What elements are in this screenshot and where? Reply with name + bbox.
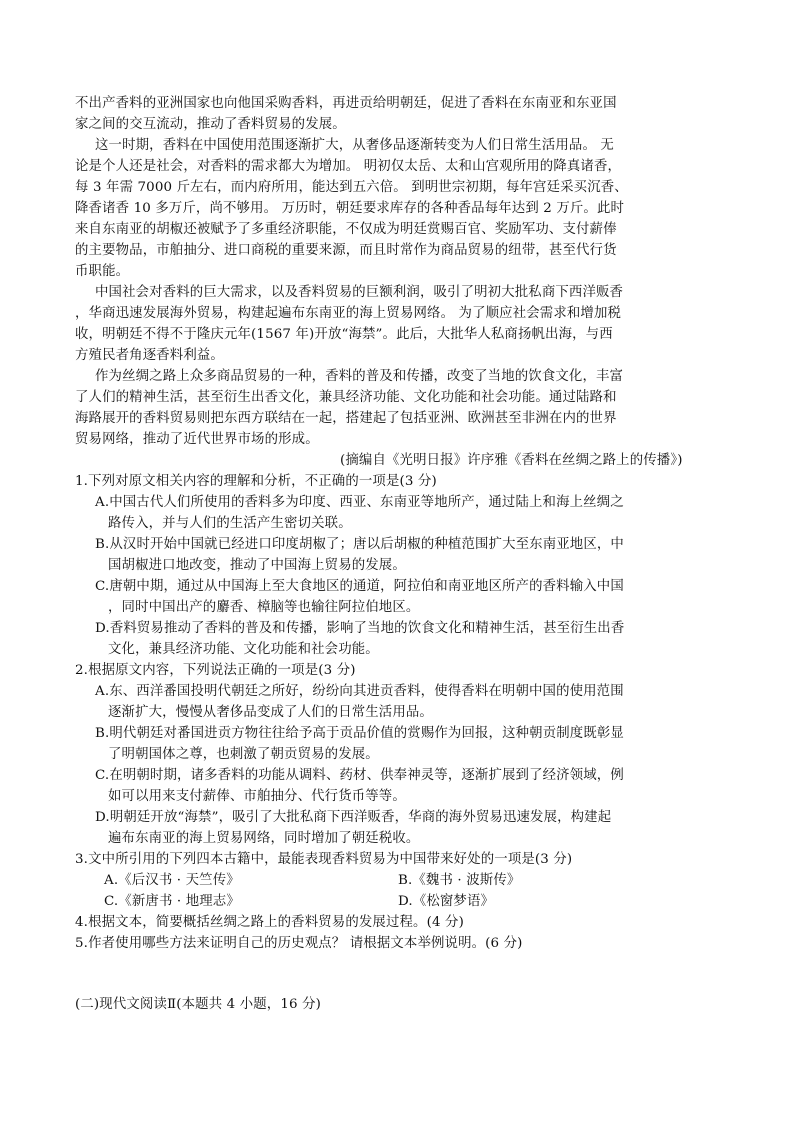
question-2-option-a: A.东、西洋番国投明代朝廷之所好，纷纷向其进贡香料，使得香料在明朝中国的使用范围 [95, 684, 624, 699]
article-line: 降香诸香 10 多万斤，尚不够用。 万历时，朝廷要求库存的各种香品每年达到 2 万斤。此时 [75, 201, 625, 216]
article-source: (摘编自《光明日报》许序雅《香料在丝绸之路上的传播》) [340, 453, 683, 468]
question-2-option-a-cont: 逐渐扩大，慢慢从奢侈品变成了人们的日常生活用品。 [108, 705, 433, 720]
article-line: 海路展开的香料贸易则把东西方联结在一起，搭建起了包括亚洲、欧洲甚至非洲在内的世界 [75, 411, 617, 426]
section-heading: (二)现代文阅读Ⅱ(本题共 4 小题，16 分) [75, 997, 322, 1012]
question-4: 4.根据文本，简要概括丝绸之路上的香料贸易的发展过程。(4 分) [75, 915, 464, 930]
article-line: 作为丝绸之路上众多商品贸易的一种，香料的普及和传播，改变了当地的饮食文化，丰富 [95, 369, 624, 384]
question-3-stem: 3.文中所引用的下列四本古籍中，最能表现香料贸易为中国带来好处的一项是(3 分) [75, 852, 573, 867]
article-line: 币职能。 [75, 264, 130, 279]
question-2-option-c: C.在明朝时期，诸多香料的功能从调料、药材、供奉神灵等，逐渐扩展到了经济领域，例 [95, 768, 624, 783]
article-line: 这一时期，香料在中国使用范围逐渐扩大，从奢侈品逐渐转变为人们日常生活用品。 无 [95, 138, 614, 153]
question-2-option-b-cont: 了明朝国体之尊，也刺激了朝贡贸易的发展。 [108, 747, 379, 762]
question-1-option-b: B.从汉时开始中国就已经进口印度胡椒了；唐以后胡椒的种植范围扩大至东南亚地区，中 [95, 537, 624, 552]
question-1-option-c: C.唐朝中期，通过从中国海上至大食地区的通道，阿拉伯和南亚地区所产的香料输入中国 [95, 579, 624, 594]
question-2-stem: 2.根据原文内容，下列说法正确的一项是(3 分) [75, 663, 356, 678]
article-line: ，华商迅速发展海外贸易，构建起遍布东南亚的海上贸易网络。 为了顺应社会需求和增加税 [75, 306, 622, 321]
question-1-option-c-cont: ，同时中国出产的麝香、樟脑等也输往阿拉伯地区。 [108, 600, 420, 615]
question-1-option-a-cont: 路传入，并与人们的生活产生密切关联。 [108, 516, 352, 531]
question-3-option-c: C.《新唐书 · 地理志》 [104, 894, 240, 909]
question-1-option-b-cont: 国胡椒进口地改变，推动了中国海上贸易的发展。 [108, 558, 406, 573]
article-line: 方殖民者角逐香料利益。 [75, 348, 224, 363]
question-3-option-d: D.《松窗梦语》 [398, 894, 495, 909]
article-line: 中国社会对香料的巨大需求，以及香料贸易的巨额利润，吸引了明初大批私商下西洋贩香 [95, 285, 624, 300]
question-2-option-b: B.明代朝廷对番国进贡方物往往给予高于贡品价值的赏赐作为回报，这种朝贡制度既彰显 [95, 726, 624, 741]
article-line: 了人们的精神生活，甚至衍生出香文化，兼具经济功能、文化功能和社会功能。通过陆路和 [75, 390, 617, 405]
article-line: 家之间的交互流动，推动了香料贸易的发展。 [75, 117, 346, 132]
question-3-option-b: B.《魏书 · 波斯传》 [398, 873, 521, 888]
question-2-option-c-cont: 如可以用来支付薪俸、市舶抽分、代行货币等等。 [108, 789, 406, 804]
article-line: 的主要物品，市舶抽分、进口商税的重要来源，而且时常作为商品贸易的纽带，甚至代行货 [75, 243, 617, 258]
question-1-option-d-cont: 文化，兼具经济功能、文化功能和社会功能。 [108, 642, 379, 657]
article-line: 不出产香料的亚洲国家也向他国采购香料，再进贡给明朝廷，促进了香料在东南亚和东亚国 [75, 96, 617, 111]
question-1-option-d: D.香料贸易推动了香料的普及和传播，影响了当地的饮食文化和精神生活，甚至衍生出香 [95, 621, 625, 636]
question-3-option-a: A.《后汉书 · 天竺传》 [104, 873, 240, 888]
article-line: 贸易网络，推动了近代世界市场的形成。 [75, 432, 319, 447]
question-5: 5.作者使用哪些方法来证明自己的历史观点？ 请根据文本举例说明。(6 分) [75, 936, 523, 951]
article-line: 每 3 年需 7000 斤左右，而内府所用，能达到五六倍。 到明世宗初期，每年宫廷采买沉香、 [75, 180, 628, 195]
question-2-option-d: D.明朝廷开放“海禁”，吸引了大批私商下西洋贩香，华商的海外贸易迅速发展，构建起 [95, 810, 612, 825]
article-line: 来自东南亚的胡椒还被赋予了多重经济职能，不仅成为明廷赏赐百官、奖励军功、支付薪俸 [75, 222, 617, 237]
article-line: 论是个人还是社会，对香料的需求都大为增加。 明初仅太岳、太和山宫观所用的降真诸香， [75, 159, 622, 174]
question-1-stem: 1.下列对原文相关内容的理解和分析，不正确的一项是(3 分) [75, 474, 437, 489]
question-1-option-a: A.中国古代人们所使用的香料多为印度、西亚、东南亚等地所产，通过陆上和海上丝绸之 [95, 495, 624, 510]
question-2-option-d-cont: 遍布东南亚的海上贸易网络，同时增加了朝廷税收。 [108, 831, 420, 846]
article-line: 收，明朝廷不得不于隆庆元年(1567 年)开放“海禁”。此后，大批华人私商扬帆出海，与西 [75, 327, 613, 342]
